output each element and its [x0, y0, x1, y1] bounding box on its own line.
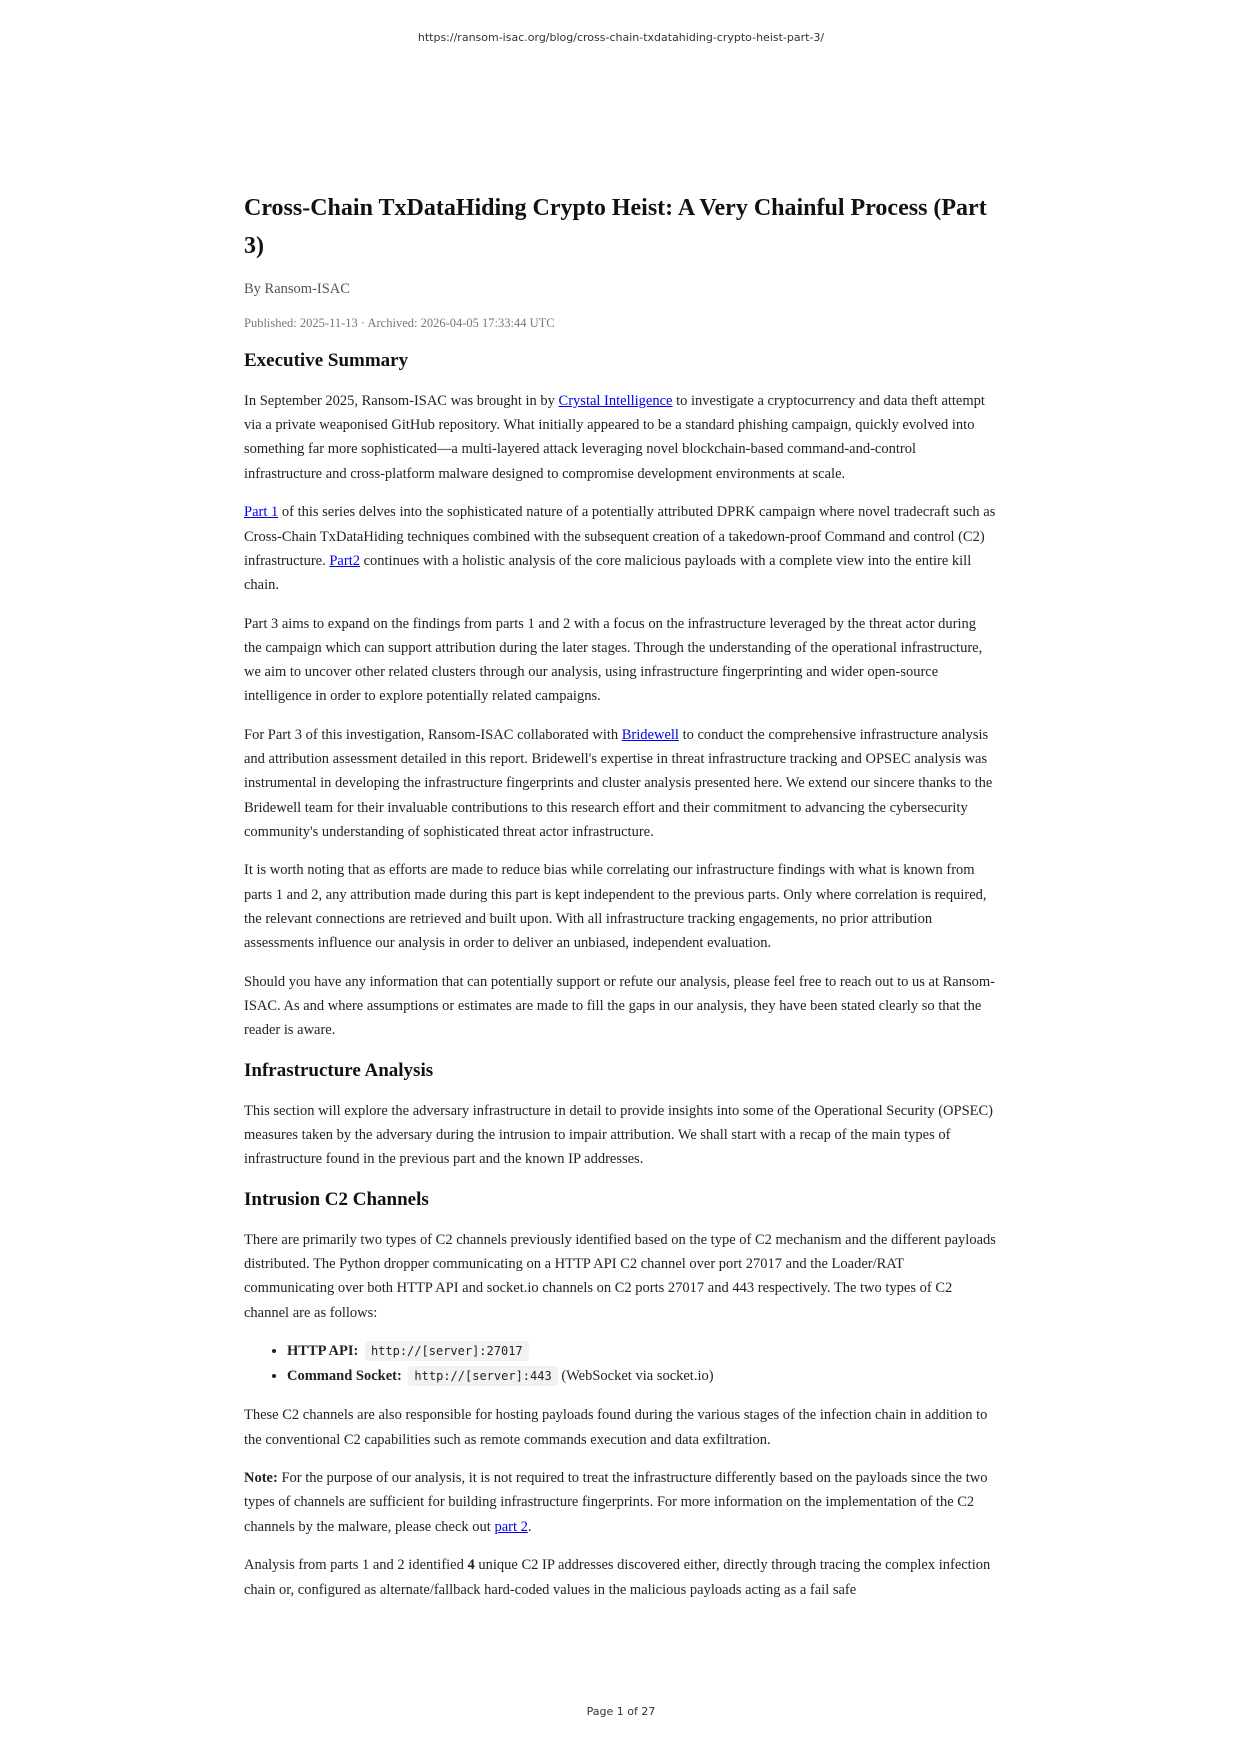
heading-intrusion-c2-channels: Intrusion C2 Channels: [244, 1188, 429, 1210]
heading-executive-summary: Executive Summary: [244, 350, 409, 371]
text: continues with a holistic analysis of the core malicious payloads with a complete view into the entire kill chain.: [244, 552, 972, 593]
text: to conduct the comprehensive infrastructure analysis and attribution assessment detailed in this report. Bridewell's expertise in threat infrastructure tracking and OPSEC analysis was instrumental in developing the infrastructure fingerprints and cluster analysis presented here. We extend our sincere thanks to the Bridewell team for their invaluable contributions to this research effort and their commitment to advancing the cybersecurity community's understanding of sophisticated threat actor infrastructure.: [244, 726, 993, 840]
paragraph: Part 3 aims to expand on the findings from parts 1 and 2 with a focus on the infrastructure leveraged by the threat actor during the campaign which can support attribution during the later stages. Through the understanding of the operational infrastructure, we aim to uncover other related clusters through our analysis, using infrastructure fingerprinting and wider open-source intelligence in order to explore potentially related campaigns.: [244, 615, 983, 705]
paragraph: [244, 1466, 996, 1539]
text: Analysis from parts 1 and 2 identified: [244, 1557, 468, 1574]
paragraph: It is worth noting that as efforts are made to reduce bias while correlating our infrastructure findings with what is known from parts 1 and 2, any attribution made during this part is kept independent to the previous parts. Only where correlation is required, the relevant connections are retrieved and built upon. With all infrastructure tracking engagements, no prior attribution assessments influence our analysis in order to deliver an unbiased, independent evaluation.: [244, 862, 987, 952]
item-code: http://[server]:443: [408, 1366, 557, 1386]
text: For the purpose of our analysis, it is not required to treat the infrastructure differently based on the payloads since the two types of channels are sufficient for building infrastructure fingerprints. For more information on the implementation of the C2 channels by the malware, please check out: [244, 1470, 988, 1535]
text: unique C2 IP addresses discovered either, directly through tracing the complex infection chain or, configured as alternate/fallback hard-coded values in the malicious payloads acting as a fail safe: [244, 1557, 991, 1598]
page-number: Page 1 of 27: [586, 1705, 656, 1718]
byline: By Ransom-ISAC: [244, 281, 350, 297]
item-code: http://[server]:27017: [365, 1341, 529, 1361]
text: to investigate a cryptocurrency and data theft attempt via a private weaponised GitHub repository. What initially appeared to be a standard phishing campaign, quickly evolved into something far more sophisticated—a multi-layered attack leveraging novel blockchain-based command-and-control infrastructure and cross-platform malware designed to compromise development environments at scale.: [244, 393, 985, 482]
text: For Part 3 of this investigation, Ransom-ISAC collaborated with: [244, 726, 622, 743]
list-item: [287, 1364, 996, 1389]
item-label: Command Socket:: [287, 1368, 402, 1385]
item-label: HTTP API:: [287, 1343, 359, 1360]
item-suffix: (WebSocket via socket.io): [557, 1368, 714, 1385]
heading-infrastructure-analysis: Infrastructure Analysis: [244, 1059, 434, 1081]
paragraph: [244, 500, 996, 597]
text: In September 2025, Ransom-ISAC was brought in by: [244, 393, 559, 409]
paragraph: This section will explore the adversary infrastructure in detail to provide insights into some of the Operational Security (OPSEC) measures taken by the adversary during the intrusion to impair attribution. We shall start with a recap of the main types of infrastructure found in the previous part and the known IP addresses.: [244, 1102, 993, 1168]
text: .: [527, 1518, 532, 1535]
paragraph: Should you have any information that can potentially support or refute our analysis, please feel free to reach out to us at Ransom-ISAC. As and where assumptions or estimates are made to fill the gaps in our analysis, they have been stated clearly so that the reader is aware.: [244, 973, 995, 1039]
publish-meta: Published: 2025-11-13 · Archived: 2026-04-05 17:33:44 UTC: [244, 316, 555, 330]
article: [244, 189, 996, 1616]
link-part-2-note[interactable]: part 2: [494, 1518, 528, 1535]
paragraph: These C2 channels are also responsible for hosting payloads found during the various stages of the infection chain in addition to the conventional C2 capabilities such as remote commands execution and data exfiltration.: [244, 1407, 988, 1448]
article-title: Cross-Chain TxDataHiding Crypto Heist: A Very Chainful Process (Part 3): [244, 195, 987, 259]
note-label: Note:: [244, 1470, 278, 1487]
ip-count: 4: [467, 1557, 475, 1574]
text: of this series delves into the sophisticated nature of a potentially attributed DPRK campaign where novel tradecraft such as Cross-Chain TxDataHiding techniques combined with the subsequent creation of a takedown-proof Command and control (C2) infrastructure.: [244, 504, 996, 569]
paragraph: [244, 723, 996, 844]
page-url: https://ransom-isac.org/blog/cross-chain-txdatahiding-crypto-heist-part-3/: [417, 31, 825, 44]
link-bridewell[interactable]: Bridewell: [621, 726, 679, 743]
c2-channel-list: [244, 1339, 996, 1389]
link-part-1[interactable]: Part 1: [244, 504, 279, 521]
paragraph: [244, 389, 996, 486]
link-part-2[interactable]: Part2: [329, 552, 360, 569]
link-crystal-intelligence[interactable]: Crystal Intelligence: [558, 393, 673, 409]
list-item: [287, 1339, 996, 1364]
paragraph: There are primarily two types of C2 channels previously identified based on the type of C2 mechanism and the different payloads distributed. The Python dropper communicating on a HTTP API C2 channel over port 27017 and the Loader/RAT communicating over both HTTP API and socket.io channels on C2 ports 27017 and 443 respectively. The two types of C2 channel are as follows:: [244, 1231, 996, 1321]
paragraph: [244, 1553, 996, 1601]
